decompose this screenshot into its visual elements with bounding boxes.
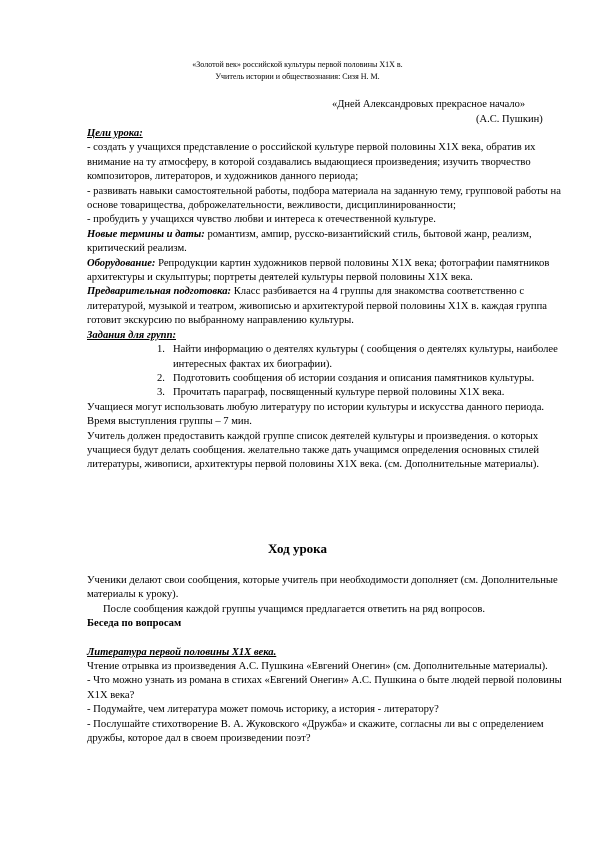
lesson-paragraph: После сообщения каждой группы учащимся предлагается ответить на ряд вопросов. (103, 603, 486, 615)
equipment-paragraph (87, 257, 563, 286)
question-item: - Подумайте, чем литература может помочь историку, а история - литератору? (87, 704, 439, 716)
lesson-plan-intro (87, 127, 563, 473)
note-paragraph: Учитель должен предоставить каждой группе список деятелей культуры и произведения. о которых учащиеся будут делать сообщения. желательно также дать учащимся определения основных стилей литературы, живописи, архитектуры первой половины Х1Х века. (см. Дополнительные материалы). (87, 430, 540, 471)
goals-heading: Цели урока: (87, 128, 143, 139)
epigraph-quote: «Дней Александровых прекрасное начало» (332, 99, 526, 110)
discussion-heading: Беседа по вопросам (87, 618, 182, 630)
lesson-body (87, 574, 563, 746)
question-item: - Послушайте стихотворение В. А. Жуковского «Дружба» и скажите, согласны ли вы с определением дружбы, которое дал в своем произведении поэт? (87, 718, 544, 745)
lesson-paragraph: Чтение отрывка из произведения А.С. Пушкина «Евгений Онегин» (см. Дополнительные материалы). (87, 661, 548, 673)
list-item (87, 372, 563, 386)
lesson-title: Ход урока (268, 541, 327, 556)
tasks-heading: Задания для групп: (87, 329, 176, 341)
list-item (87, 343, 563, 372)
prep-paragraph (87, 285, 563, 328)
goal-item: - развивать навыки самостоятельной работы, подбора материала на заданную тему, групповой работы на основе товарищества, доброжелательности, вежливости, дисциплинированности; (87, 185, 561, 212)
list-item (87, 386, 563, 400)
epigraph-author: (А.С. Пушкин) (476, 114, 543, 125)
terms-text: романтизм, ампир, русско-византийский стиль, бытовой жанр, реализм, критический реализм. (87, 228, 532, 255)
goal-item: - пробудить у учащихся чувство любви и интереса к отечественной культуре. (87, 214, 436, 226)
list-item-text: Подготовить сообщения об истории создания и описания памятников культуры. (173, 372, 535, 384)
list-item-text: Найти информацию о деятелях культуры ( сообщения о деятелях культуры, наиболее интересных фактах их биографии). (173, 344, 558, 370)
section-heading: Литература первой половины Х1Х века. (87, 646, 277, 658)
question-item: - Что можно узнать из романа в стихах «Евгений Онегин» А.С. Пушкина о быте людей первой половины Х1Х века? (87, 675, 562, 701)
list-item-number: 2. (157, 372, 165, 384)
prep-heading: Предварительная подготовка: (87, 286, 232, 298)
list-item-number: 3. (157, 387, 165, 399)
tasks-list (87, 343, 563, 401)
list-item-number: 1. (157, 344, 165, 356)
document-title: «Золотой век» российской культуры первой половины Х1Х в. (192, 60, 403, 69)
terms-paragraph (87, 228, 563, 257)
list-item-text: Прочитать параграф, посвященный культуре первой половины Х1Х века. (173, 387, 505, 399)
terms-heading: Новые термины и даты: (87, 228, 205, 240)
equipment-text: Репродукции картин художников первой половины Х1Х века; фотографии памятников архитектуры и скульптуры; портреты деятелей культуры первой половины Х1Х века. (87, 257, 550, 284)
prep-text: Класс разбивается на 4 группы для знакомства соответственно с литературой, музыкой и театром, живописью и архитектурой первой половины Х1Х в. каждая группа готовит экскурсию по выбранному направлению культуры. (87, 286, 547, 327)
equipment-heading: Оборудование: (87, 257, 156, 269)
lesson-paragraph: Ученики делают свои сообщения, которые учитель при необходимости дополняет (см. Дополнительные материалы к уроку). (87, 575, 558, 601)
goal-item: - создать у учащихся представление о российской культуре первой половины Х1Х века, обратив их внимание на ту атмосферу, в которой создавались выдающиеся произведения; изучить творчество композиторов, литераторов, и художников данного периода; (87, 142, 536, 183)
document-author: Учитель истории и обществознания: Сизя Н. М. (215, 72, 380, 81)
spacer (87, 632, 563, 646)
note-paragraph: Учащиеся могут использовать любую литературу по истории культуры и искусства данного периода. Время выступления группы – 7 мин. (87, 401, 545, 428)
